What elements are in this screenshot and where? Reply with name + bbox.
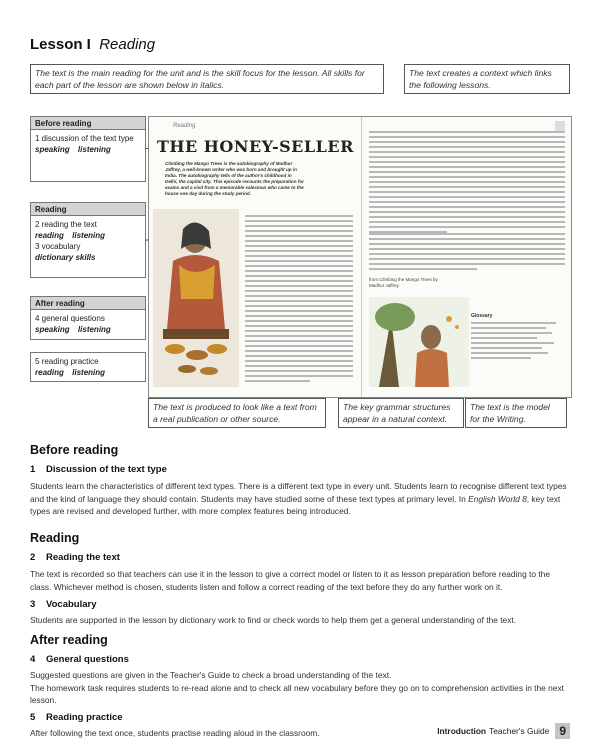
sidebar-before-reading <box>30 116 146 182</box>
sidebar-reading-heading: Reading <box>30 202 146 216</box>
skill-dictionary: dictionary skills <box>35 253 96 262</box>
student-book-spread <box>148 116 572 398</box>
section-before-reading <box>30 443 570 518</box>
skill-listening: listening <box>72 368 106 377</box>
sidebar-skills <box>35 144 141 155</box>
step-number: 5 <box>30 711 36 723</box>
sidebar-before-reading-box <box>30 130 146 182</box>
sidebar-item-vocabulary: 3 vocabulary <box>35 242 81 251</box>
book-title: English World 8 <box>468 493 527 504</box>
step-title: Vocabulary <box>46 599 97 610</box>
spread-body-text <box>245 215 353 385</box>
sidebar-skills <box>35 230 141 241</box>
skill-reading: reading <box>35 231 64 240</box>
sidebar-skills <box>35 324 141 335</box>
footer-guide: Teacher's Guide <box>489 726 550 736</box>
paragraph-discussion <box>30 480 570 518</box>
note-main-reading: The text is the main reading for the unit and is the skill focus for the lesson. All skills for each part of the lesson are shown below in italics. <box>30 64 384 94</box>
sidebar-item-discussion: 1 discussion of the text type <box>35 134 134 143</box>
heading-after-reading: After reading <box>30 633 108 647</box>
paragraph-text: , key text types are revised and developed further, with more complex features being introduced. <box>30 493 561 516</box>
sidebar-after-reading <box>30 296 146 340</box>
sidebar-reading <box>30 202 146 278</box>
spread-title: THE HONEY-SELLER <box>157 137 354 156</box>
paragraph-general-questions-1: Suggested questions are given in the Teacher's Guide to check a broad understanding of the text. <box>30 670 392 680</box>
bee-tree-illustration <box>369 297 469 387</box>
section-reading <box>30 531 570 627</box>
skill-listening: listening <box>72 231 106 240</box>
spread-gutter <box>361 117 362 397</box>
lesson-label: Lesson I <box>30 36 91 53</box>
step-title: Discussion of the text type <box>46 464 167 475</box>
spread-reading-tag: Reading <box>173 123 196 129</box>
skill-speaking: speaking <box>35 145 70 154</box>
sidebar-reading-box <box>30 216 146 278</box>
spread-source: from Climbing the Mango Trees by Madhur Jaffrey <box>369 277 438 288</box>
note-grammar-structures: The key grammar structures appear in a natural context. <box>338 398 464 428</box>
honey-seller-illustration <box>153 209 239 387</box>
heading-general-questions <box>30 654 570 665</box>
lesson-title <box>30 36 155 53</box>
sidebar-item-general-questions: 4 general questions <box>35 314 105 323</box>
spread-intro: Climbing the Mango Trees is the autobiography of Madhur Jaffrey, a well-known writer who was born and brought up in India. The autobiography tells of the author's childhood in Delhi, the capital city. This episode recounts the preparation for exams and a visit from a memorable salesman who came to the house one day during the study period. <box>165 161 304 196</box>
sidebar-before-reading-heading: Before reading <box>30 116 146 130</box>
heading-before-reading: Before reading <box>30 443 119 457</box>
skill-speaking: speaking <box>35 325 70 334</box>
note-writing-model: The text is the model for the Writing. <box>465 398 567 428</box>
heading-reading-practice <box>30 712 570 723</box>
glossary-entries <box>471 322 565 359</box>
page-number: 9 <box>555 723 570 739</box>
step-title: Reading practice <box>46 711 123 723</box>
paragraph-vocabulary: Students are supported in the lesson by dictionary work to find or check words to help them get a general understanding of the text. <box>30 615 517 625</box>
paragraph-reading-the-text: The text is recorded so that teachers can use it in the lesson to give a correct model or listen to it as lesson preparation before reading to the class. Whichever method is chosen, students listen and follow a correct reading of the text before they do any further work on it. <box>30 569 551 592</box>
paragraph-text: Students learn the characteristics of different text types. There is a different text type in every unit. Students learn to recognise different text types and the kind of language they should contain. Students may have studied some of these text types at primary level. In <box>30 481 567 504</box>
page-footer <box>437 723 570 739</box>
spread-body-text <box>369 131 565 236</box>
paragraph-reading-practice: After following the text once, students practise reading aloud in the classroom. <box>30 727 320 738</box>
lesson-name: Reading <box>99 36 156 53</box>
heading-vocabulary <box>30 599 570 610</box>
step-title: General questions <box>46 654 129 665</box>
paragraph-general-questions-2: The homework task requires students to re-read alone and to check all new vocabulary before they go on to comprehension activities in the next lesson. <box>30 682 564 705</box>
sidebar-after-reading-box-2 <box>30 352 146 382</box>
note-context: The text creates a context which links the following lessons. <box>404 64 570 94</box>
sidebar-after-reading-box-1 <box>30 310 146 340</box>
spread-body-text <box>369 233 565 273</box>
skill-reading: reading <box>35 368 64 377</box>
skill-listening: listening <box>77 145 111 154</box>
step-number: 2 <box>30 552 36 563</box>
step-number: 1 <box>30 464 36 475</box>
skill-listening: listening <box>77 325 111 334</box>
sidebar-item-reading-practice: 5 reading practice <box>35 357 99 366</box>
heading-reading: Reading <box>30 531 80 545</box>
glossary-title: Glossary <box>471 313 493 319</box>
heading-discussion <box>30 464 570 475</box>
sidebar-skills <box>35 367 141 378</box>
footer-section: Introduction <box>437 726 487 736</box>
step-number: 4 <box>30 654 36 665</box>
sidebar-item-reading-text: 2 reading the text <box>35 220 97 229</box>
note-real-publication: The text is produced to look like a text from a real publication or other source. <box>148 398 326 428</box>
heading-reading-the-text <box>30 552 570 563</box>
sidebar-after-reading-heading: After reading <box>30 296 146 310</box>
step-number: 3 <box>30 599 36 610</box>
step-title: Reading the text <box>46 552 120 563</box>
spread-glossary <box>471 313 565 383</box>
sidebar-reading-practice <box>30 352 146 382</box>
sidebar-skills <box>35 252 141 263</box>
